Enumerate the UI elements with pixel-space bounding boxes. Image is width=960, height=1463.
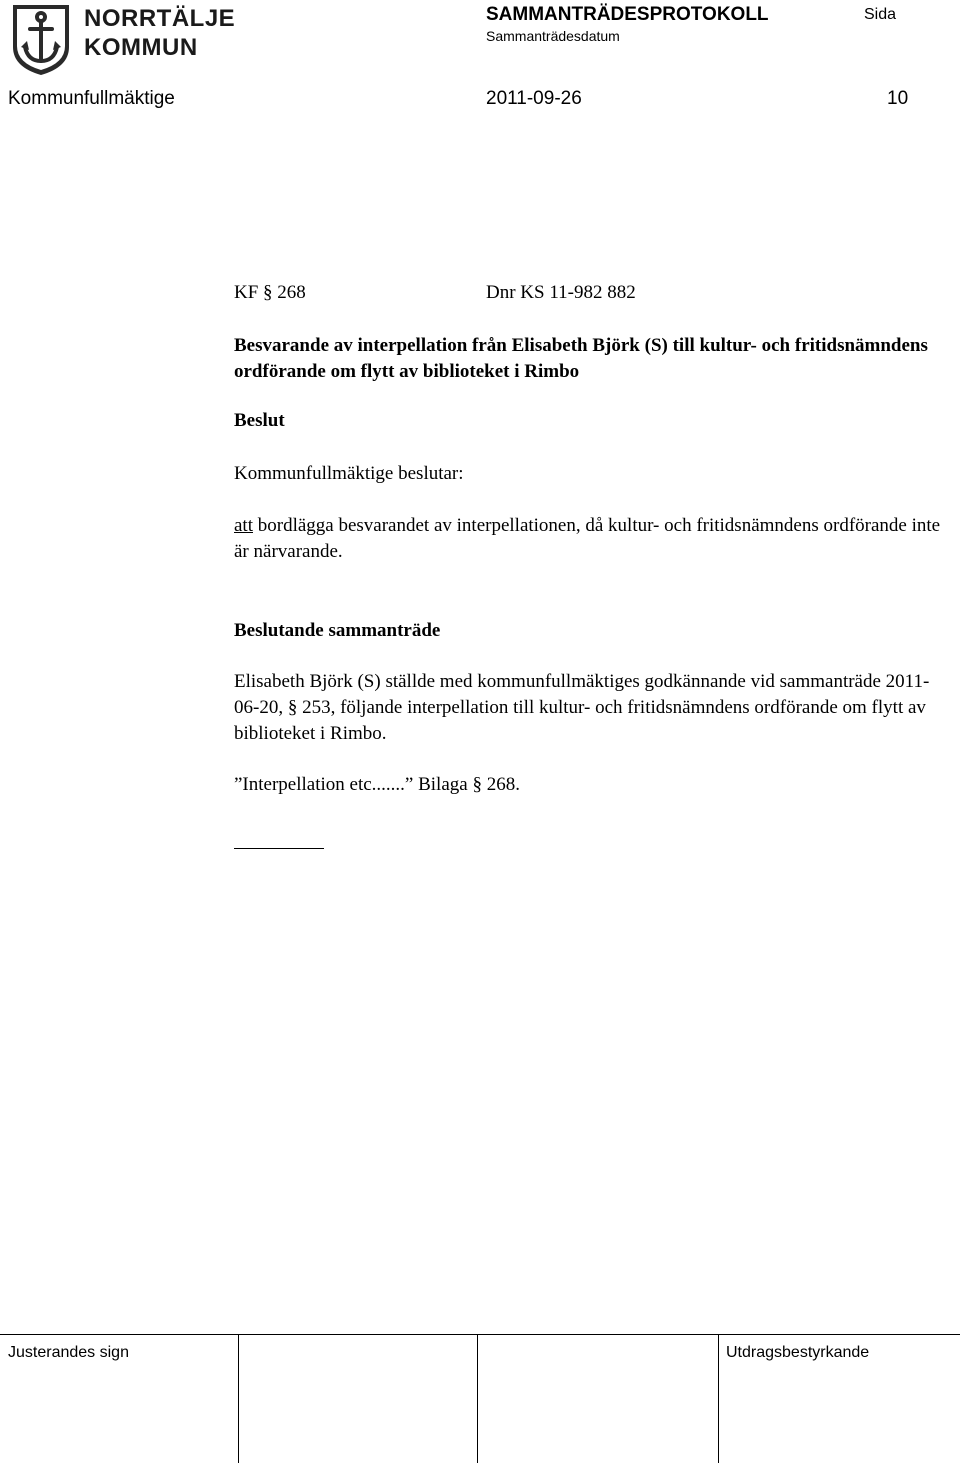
section-reference: KF § 268 xyxy=(234,282,306,303)
governing-body-name: Kommunfullmäktige xyxy=(8,88,175,109)
document-type: SAMMANTRÄDESPROTOKOLL xyxy=(486,4,769,25)
page-number: 10 xyxy=(887,88,909,109)
decision-heading: Beslut xyxy=(234,410,285,431)
meeting-heading: Beslutande sammanträde xyxy=(234,620,441,641)
organization-name-line1: NORRTÄLJE xyxy=(84,5,236,32)
case-number: Dnr KS 11-982 882 xyxy=(486,282,636,303)
extract-certification-label: Utdragsbestyrkande xyxy=(726,1344,870,1361)
meeting-paragraph: Elisabeth Björk (S) ställde med kommunfullmäktiges godkännande vid sammanträde 2011-06-20, § 253, följande interpellation till kultur- och fritidsnämndens ordförande om flytt av biblioteket i Rimbo. xyxy=(234,671,930,744)
section-end-rule xyxy=(234,848,324,849)
organization-name xyxy=(84,4,235,62)
anchor-crest-icon xyxy=(10,3,72,77)
item-title: Besvarande av interpellation från Elisabeth Björk (S) till kultur- och fritidsnämndens ordförande om flytt av biblioteket i Rimbo xyxy=(234,335,928,382)
footer-cell-2 xyxy=(238,1335,478,1463)
page-label: Sida xyxy=(864,6,897,23)
decision-paragraph xyxy=(234,513,954,565)
footer-cell-3 xyxy=(477,1335,719,1463)
decision-body: bordlägga besvarandet av interpellationen, då kultur- och fritidsnämndens ordförande inte är närvarande. xyxy=(234,515,941,562)
meeting-date: 2011-09-26 xyxy=(486,88,582,109)
decision-lead-word: att xyxy=(234,515,253,536)
adjuster-signature-label: Justerandes sign xyxy=(8,1344,129,1361)
attachment-reference: ”Interpellation etc.......” Bilaga § 268. xyxy=(234,774,520,795)
signature-footer xyxy=(0,1334,960,1463)
organization-name-line2: KOMMUN xyxy=(84,34,198,61)
meeting-date-label: Sammanträdesdatum xyxy=(486,28,620,44)
decides-label: Kommunfullmäktige beslutar: xyxy=(234,463,464,484)
